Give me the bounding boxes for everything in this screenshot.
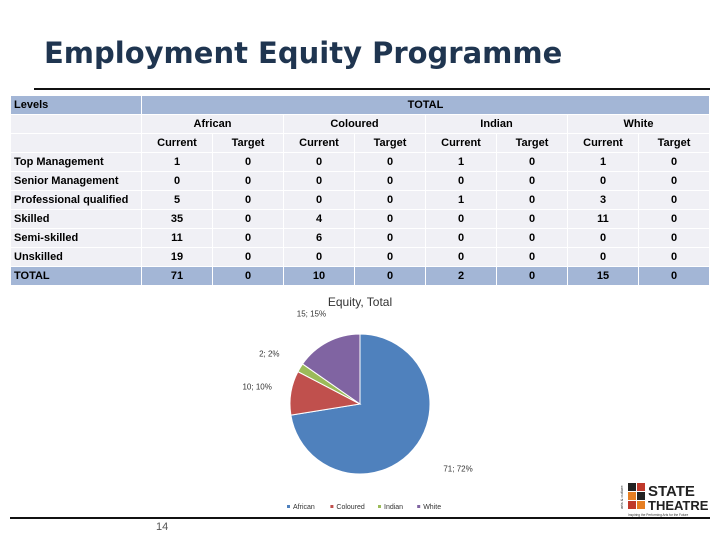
logo-side-text: arts & culture (619, 485, 624, 509)
subheader-target: Target (213, 134, 284, 153)
table-cell: 0 (639, 172, 710, 191)
table-cell: 0 (213, 172, 284, 191)
table-cell: 0 (568, 172, 639, 191)
group-header-african: African (142, 115, 284, 134)
table-cell: 0 (497, 172, 568, 191)
table-cell: 11 (142, 229, 213, 248)
table-cell: 0 (355, 229, 426, 248)
table-cell: 6 (284, 229, 355, 248)
legend-label-indian: Indian (384, 504, 404, 511)
table-cell: 0 (639, 153, 710, 172)
legend-label-white: White (423, 504, 442, 511)
pie-data-label: 2; 2% (259, 349, 280, 359)
table-cell: 0 (213, 153, 284, 172)
table-cell: 0 (426, 172, 497, 191)
total-cell: 15 (568, 267, 639, 286)
legend-swatch-coloured (330, 505, 333, 508)
table-cell: 4 (284, 210, 355, 229)
level-label: Top Management (11, 153, 142, 172)
table-cell: 0 (426, 229, 497, 248)
legend-label-coloured: Coloured (336, 504, 365, 511)
total-label: TOTAL (11, 267, 142, 286)
footer-divider (10, 517, 710, 519)
group-header-indian: Indian (426, 115, 568, 134)
total-cell: 0 (639, 267, 710, 286)
level-label: Semi-skilled (11, 229, 142, 248)
legend-swatch-white (417, 505, 420, 508)
total-cell: 0 (497, 267, 568, 286)
table-cell: 0 (497, 229, 568, 248)
total-cell: 71 (142, 267, 213, 286)
table-cell: 0 (213, 229, 284, 248)
state-theatre-logo (620, 479, 716, 521)
table-cell: 0 (213, 248, 284, 267)
level-label: Professional qualified (11, 191, 142, 210)
table-cell: 0 (284, 153, 355, 172)
table-cell: 0 (426, 248, 497, 267)
slide-title: Employment Equity Programme (44, 36, 563, 70)
legend-label-african: African (293, 504, 315, 511)
group-header-white: White (568, 115, 710, 134)
subheader-current: Current (284, 134, 355, 153)
legend-swatch-african (287, 505, 290, 508)
table-cell: 0 (284, 248, 355, 267)
table-cell: 0 (639, 248, 710, 267)
table-cell: 0 (355, 210, 426, 229)
level-label: Senior Management (11, 172, 142, 191)
legend-swatch-indian (378, 505, 381, 508)
table-cell: 0 (142, 172, 213, 191)
table-cell: 3 (568, 191, 639, 210)
subheader-current: Current (426, 134, 497, 153)
table-cell: 11 (568, 210, 639, 229)
logo-tagline: Inspiring the Performing Arts for the Future (628, 513, 689, 517)
table-cell: 0 (284, 191, 355, 210)
table-cell: 0 (568, 229, 639, 248)
total-cell: 0 (355, 267, 426, 286)
table-cell: 0 (213, 191, 284, 210)
group-header-coloured: Coloured (284, 115, 426, 134)
subheader-current: Current (568, 134, 639, 153)
subheader-target: Target (497, 134, 568, 153)
logo-line-state: STATE (648, 483, 695, 500)
table-cell: 1 (426, 191, 497, 210)
table-cell: 1 (568, 153, 639, 172)
table-cell: 0 (639, 229, 710, 248)
pie-data-label: 15; 15% (296, 309, 327, 319)
table-cell: 0 (497, 210, 568, 229)
pie-data-label: 10; 10% (242, 382, 272, 392)
table-cell: 0 (497, 248, 568, 267)
subheader-target: Target (355, 134, 426, 153)
table-cell: 0 (639, 191, 710, 210)
table-cell: 0 (639, 210, 710, 229)
subheader-target: Target (639, 134, 710, 153)
table-cell: 19 (142, 248, 213, 267)
pie-data-label: 71; 72% (443, 464, 473, 474)
table-cell: 0 (213, 210, 284, 229)
table-cell: 1 (142, 153, 213, 172)
logo-line-theatre: THEATRE (648, 498, 709, 513)
table-cell: 0 (426, 210, 497, 229)
table-cell: 0 (497, 153, 568, 172)
table-cell: 5 (142, 191, 213, 210)
table-cell: 0 (355, 153, 426, 172)
total-cell: 0 (213, 267, 284, 286)
table-cell: 0 (284, 172, 355, 191)
total-header: TOTAL (142, 96, 710, 115)
table-cell: 0 (355, 191, 426, 210)
table-cell: 35 (142, 210, 213, 229)
chart-title: Equity, Total (327, 295, 393, 309)
table-cell: 0 (355, 172, 426, 191)
table-cell: 0 (497, 191, 568, 210)
table-cell: 0 (568, 248, 639, 267)
subheader-current: Current (142, 134, 213, 153)
level-label: Unskilled (11, 248, 142, 267)
table-cell: 0 (355, 248, 426, 267)
page-number: 14 (156, 521, 169, 533)
table-cell: 1 (426, 153, 497, 172)
total-cell: 2 (426, 267, 497, 286)
total-cell: 10 (284, 267, 355, 286)
levels-header: Levels (11, 96, 142, 115)
level-label: Skilled (11, 210, 142, 229)
